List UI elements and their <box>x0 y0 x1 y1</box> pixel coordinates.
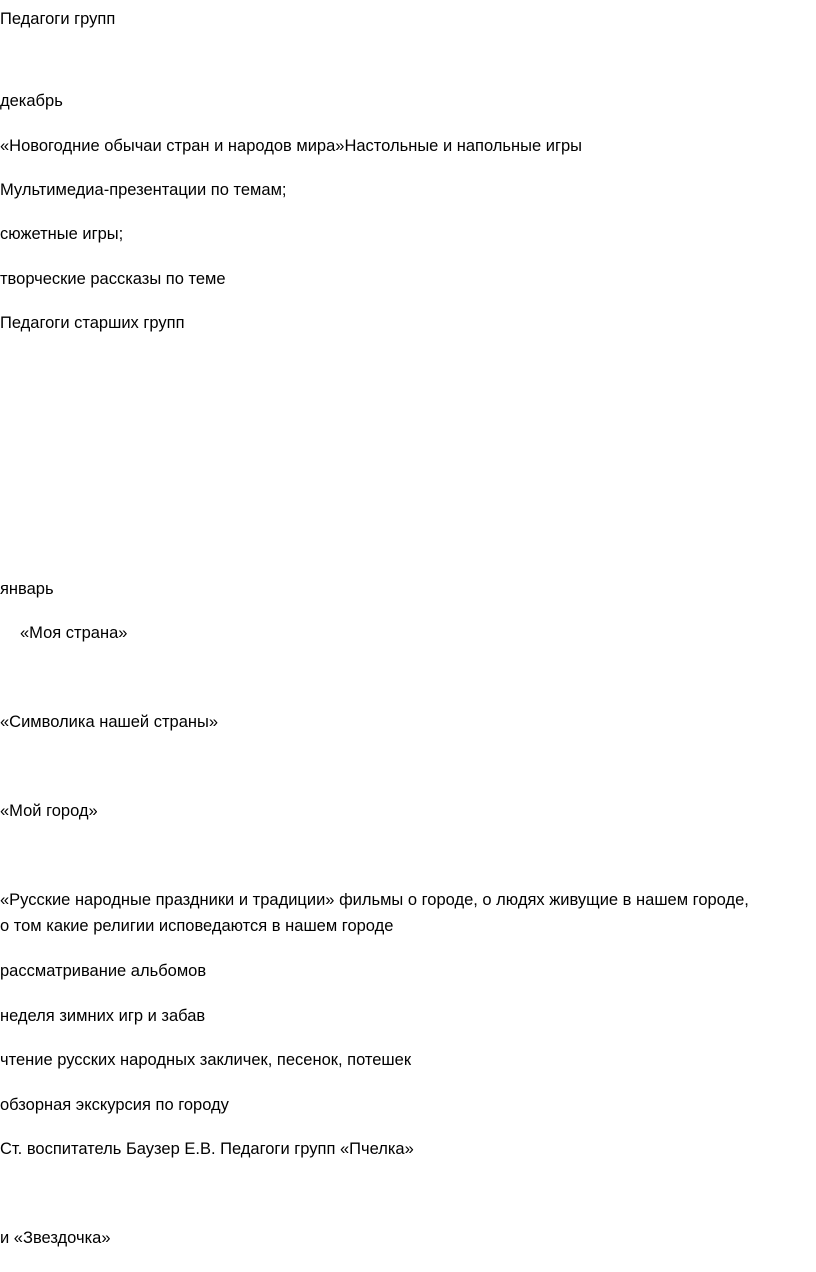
text-line-zvezdochka: и «Звездочка» <box>0 1229 111 1247</box>
text-line-albums: рассматривание альбомов <box>0 962 207 980</box>
text-line-december: декабрь <box>0 92 63 110</box>
text-line-winter-games-week: неделя зимних игр и забав <box>0 1007 206 1025</box>
text-line-russian-holidays: «Русские народные праздники и традиции» фильмы о городе, о людях живущие в нашем городе, <box>0 891 749 909</box>
text-line-senior-educator: Ст. воспитатель Баузер Е.В. Педагоги групп «Пчелка» <box>0 1140 414 1158</box>
text-line-my-country: «Моя страна» <box>20 624 128 642</box>
text-line-new-year-customs: «Новогодние обычаи стран и народов мира»Настольные и напольные игры <box>0 137 583 155</box>
text-line-plot-games: сюжетные игры; <box>0 225 124 243</box>
text-line-creative-stories: творческие рассказы по теме <box>0 270 226 288</box>
text-line-january: январь <box>0 580 54 598</box>
text-line-teachers-groups: Педагоги групп <box>0 10 116 28</box>
text-line-multimedia: Мультимедиа-презентации по темам; <box>0 181 287 199</box>
text-line-country-symbols: «Символика нашей страны» <box>0 713 219 731</box>
text-line-my-city: «Мой город» <box>0 802 98 820</box>
text-line-religions: о том какие религии исповедаются в нашем городе <box>0 917 394 935</box>
text-line-folk-reading: чтение русских народных закличек, песенок, потешек <box>0 1051 412 1069</box>
text-line-senior-teachers: Педагоги старших групп <box>0 314 185 332</box>
text-line-city-tour: обзорная экскурсия по городу <box>0 1096 229 1114</box>
